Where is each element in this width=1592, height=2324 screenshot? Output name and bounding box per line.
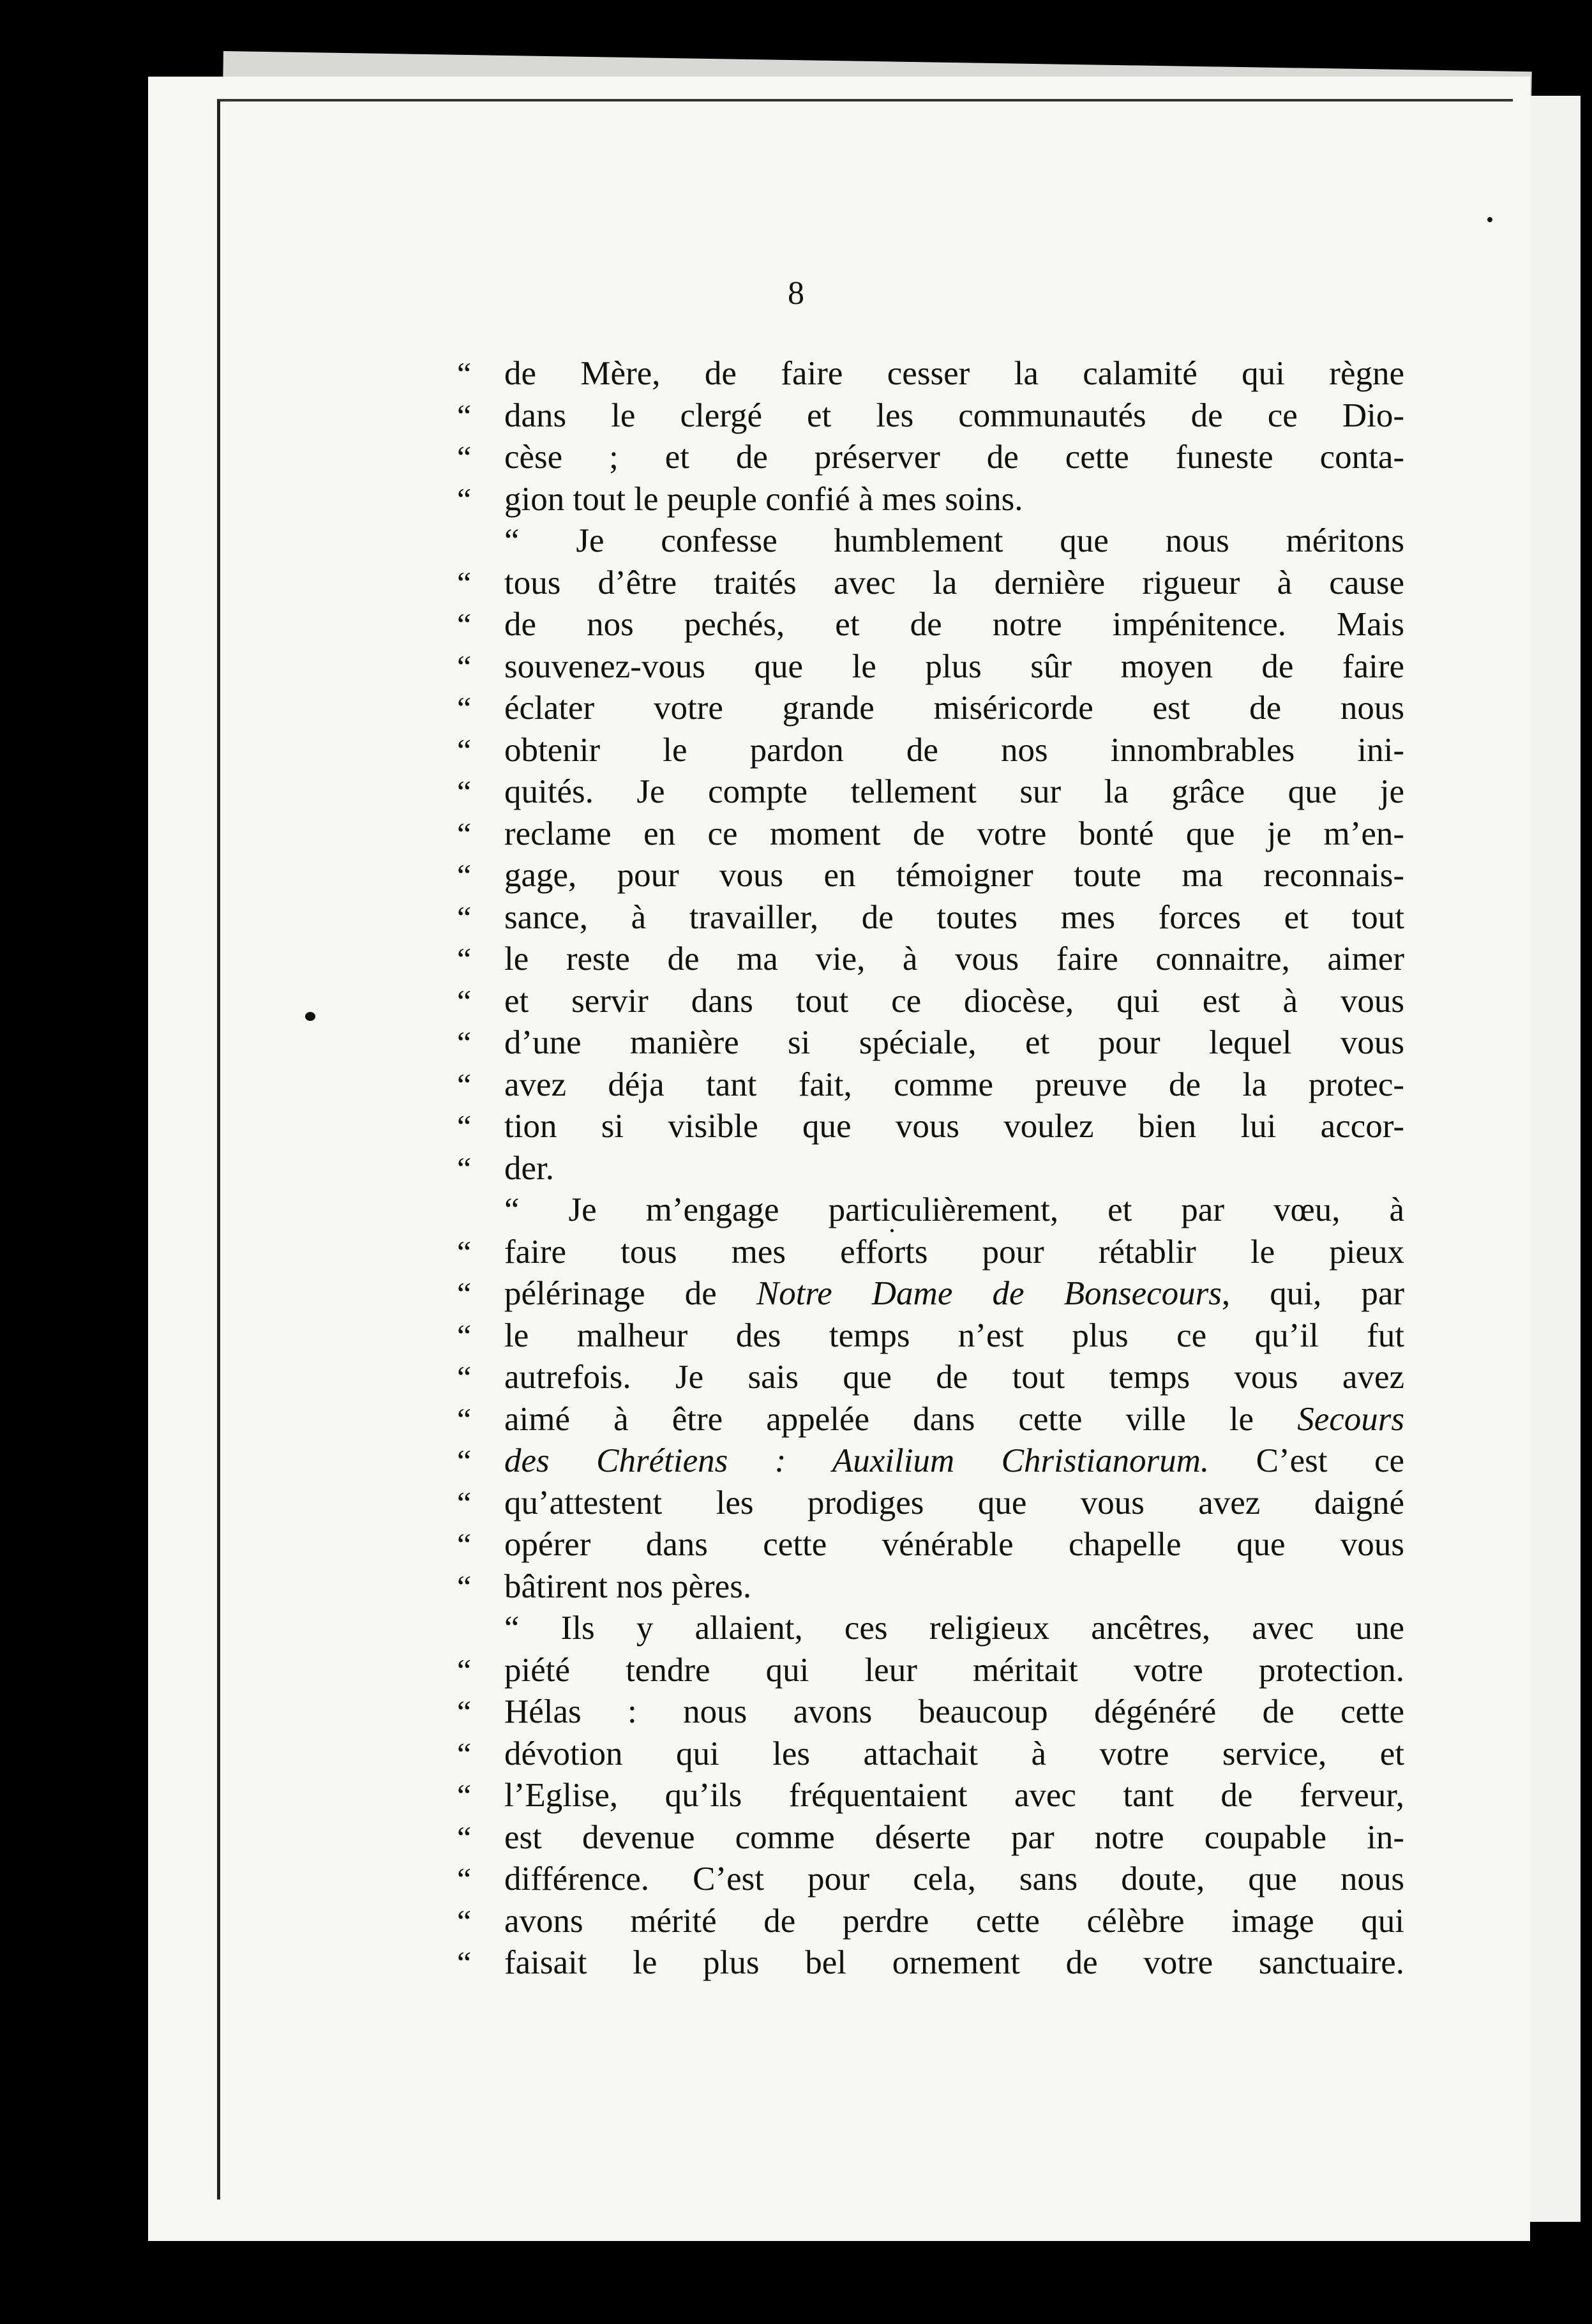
text-line	[457, 1775, 1404, 1817]
quote-mark: “	[457, 1945, 472, 1981]
line-text: cèse ; et de préserver de cette funeste conta-	[504, 439, 1404, 476]
line-text: obtenir le pardon de nos innombrables ini-	[504, 731, 1404, 769]
line-text: opérer dans cette vénérable chapelle que vous	[504, 1526, 1404, 1563]
text-line	[457, 855, 1404, 897]
line-text: dévotion qui les attachait à votre service, et	[504, 1735, 1404, 1772]
quote-mark: “	[457, 1401, 472, 1437]
text-line	[457, 981, 1404, 1023]
quote-mark: “	[457, 1903, 472, 1939]
line-text: bâtirent nos pères.	[504, 1567, 752, 1605]
line-text: avez déja tant fait, comme preuve de la protec-	[504, 1066, 1404, 1103]
line-text: éclater votre grande miséricorde est de nous	[504, 690, 1404, 727]
text-line	[457, 1942, 1404, 1984]
quote-mark: “	[457, 1777, 472, 1813]
quote-mark: “	[457, 1317, 472, 1354]
line-text: le reste de ma vie, à vous faire connaitre, aimer	[504, 940, 1404, 977]
quote-mark: “	[457, 1276, 472, 1311]
quote-mark: “	[457, 857, 472, 893]
body-text	[457, 353, 1404, 1984]
quote-mark: “	[457, 1359, 472, 1395]
text-line	[457, 730, 1404, 772]
text-line	[457, 562, 1404, 605]
quote-mark: “	[457, 439, 472, 475]
quote-mark: “	[457, 1108, 472, 1144]
page-number: 8	[788, 275, 804, 312]
line-text-plain: , qui, par	[1221, 1275, 1404, 1312]
line-text: qu’attestent les prodiges que vous avez daigné	[504, 1484, 1404, 1521]
text-line	[457, 939, 1404, 981]
text-line	[458, 1608, 1404, 1650]
text-line	[458, 1566, 1352, 1608]
line-text: faire tous mes efforts pour rétablir le pieux	[504, 1233, 1404, 1271]
line-text: faisait le plus bel ornement de votre sanctuaire.	[504, 1944, 1404, 1981]
line-text-plain: pélérinage de	[504, 1275, 756, 1312]
quote-mark: “	[457, 1484, 472, 1521]
line-text: der.	[504, 1149, 554, 1187]
text-line	[457, 1273, 1404, 1315]
text-line	[458, 479, 1352, 521]
ink-speck	[1487, 217, 1492, 222]
text-line	[458, 520, 1404, 562]
line-text: piété tendre qui leur méritait votre protection.	[504, 1651, 1404, 1689]
text-line	[457, 1817, 1404, 1859]
text-line	[457, 771, 1404, 813]
line-text-italic: Notre Dame de Bonsecours	[756, 1275, 1222, 1312]
line-text: l’Eglise, qu’ils fréquentaient avec tant de ferveur,	[504, 1777, 1404, 1814]
quote-mark: “	[457, 481, 472, 517]
quote-mark: “	[457, 1066, 472, 1103]
quote-mark: “	[457, 607, 472, 642]
line-text: autrefois. Je sais que de tout temps vous avez	[504, 1359, 1404, 1396]
line-text: “ Je m’engage particulièrement, et par vœu, à	[504, 1191, 1404, 1228]
quote-mark: “	[457, 1150, 472, 1186]
line-text: et servir dans tout ce diocèse, qui est à vous	[504, 982, 1404, 1020]
line-text: reclame en ce moment de votre bonté que je m’en-	[504, 815, 1404, 852]
text-line	[457, 1022, 1404, 1064]
quote-mark: “	[457, 983, 472, 1019]
line-text: “ Ils y allaient, ces religieux ancêtres, avec une	[504, 1610, 1404, 1647]
text-line	[457, 1483, 1404, 1525]
text-line	[457, 1440, 1404, 1483]
text-line	[457, 353, 1404, 395]
text-line	[457, 1650, 1404, 1692]
quote-mark: “	[457, 1861, 472, 1897]
line-text: le malheur des temps n’est plus ce qu’il fut	[504, 1317, 1404, 1354]
line-text: sance, à travailler, de toutes mes forces et tout	[504, 898, 1404, 936]
text-line	[457, 1315, 1404, 1357]
quote-mark: “	[457, 1735, 472, 1772]
quote-mark: “	[457, 564, 472, 601]
text-line	[457, 1859, 1404, 1901]
quote-mark: “	[457, 397, 472, 434]
text-line	[457, 813, 1404, 856]
line-text: souvenez-vous que le plus sûr moyen de faire	[504, 647, 1404, 685]
quote-mark: “	[457, 815, 472, 852]
text-line	[457, 897, 1404, 939]
text-line	[457, 1691, 1404, 1733]
line-text-italic: des Chrétiens : Auxilium Christianorum.	[504, 1442, 1210, 1479]
quote-mark: “	[457, 1443, 472, 1479]
text-line	[457, 437, 1404, 479]
line-text: gage, pour vous en témoigner toute ma reconnais-	[504, 857, 1404, 894]
text-line	[457, 1733, 1404, 1776]
line-text: “ Je confesse humblement que nous méritons	[504, 522, 1404, 559]
line-text	[504, 1440, 1404, 1483]
text-line	[457, 1106, 1404, 1148]
quote-mark: “	[457, 1234, 472, 1270]
quote-mark: “	[457, 690, 472, 726]
line-text-plain: aimé à être appelée dans cette ville le	[504, 1400, 1298, 1438]
line-text: dans le clergé et les communautés de ce Dio-	[504, 396, 1404, 434]
text-line	[457, 1399, 1404, 1441]
quote-mark: “	[457, 774, 472, 810]
line-text	[504, 1273, 1404, 1315]
line-text: tion si visible que vous voulez bien lui accor-	[504, 1108, 1404, 1145]
line-text: tous d’être traités avec la dernière rigueur à cause	[504, 564, 1404, 601]
text-line	[457, 1064, 1404, 1106]
quote-mark: “	[457, 1025, 472, 1060]
line-text-italic: Secours	[1297, 1400, 1404, 1438]
line-text: gion tout le peuple confié à mes soins.	[504, 480, 1023, 518]
quote-mark: “	[457, 1568, 472, 1604]
quote-mark: “	[457, 1527, 472, 1562]
quote-mark: “	[457, 899, 472, 935]
line-text: quités. Je compte tellement sur la grâce que je	[504, 773, 1404, 810]
line-text: de nos pechés, et de notre impénitence. Mais	[504, 606, 1404, 643]
line-text: avons mérité de perdre cette célèbre image qui	[504, 1902, 1404, 1940]
text-line	[457, 1901, 1404, 1943]
quote-mark: “	[457, 1694, 472, 1730]
text-line	[457, 395, 1404, 437]
text-line	[457, 1524, 1404, 1566]
quote-mark: “	[457, 356, 472, 391]
quote-mark: “	[457, 648, 472, 684]
text-line	[457, 604, 1404, 646]
line-text: Hélas : nous avons beaucoup dégénéré de cette	[504, 1693, 1404, 1730]
line-text-plain: C’est ce	[1209, 1442, 1404, 1479]
line-text	[504, 1399, 1404, 1441]
text-line	[458, 1189, 1404, 1232]
text-line	[458, 1148, 1352, 1190]
text-line	[457, 688, 1404, 730]
quote-mark: “	[457, 732, 472, 768]
ink-speck	[305, 1012, 315, 1021]
quote-mark: “	[457, 941, 472, 977]
text-line	[457, 1357, 1404, 1399]
text-line	[457, 646, 1404, 688]
line-text: est devenue comme déserte par notre coupable in-	[504, 1818, 1404, 1856]
line-text: différence. C’est pour cela, sans doute, que nous	[504, 1860, 1404, 1898]
line-text: d’une manière si spéciale, et pour lequel vous	[504, 1024, 1404, 1061]
quote-mark: “	[457, 1819, 472, 1855]
quote-mark: “	[457, 1652, 472, 1688]
text-line	[457, 1232, 1404, 1274]
line-text: de Mère, de faire cesser la calamité qui règne	[504, 355, 1404, 392]
